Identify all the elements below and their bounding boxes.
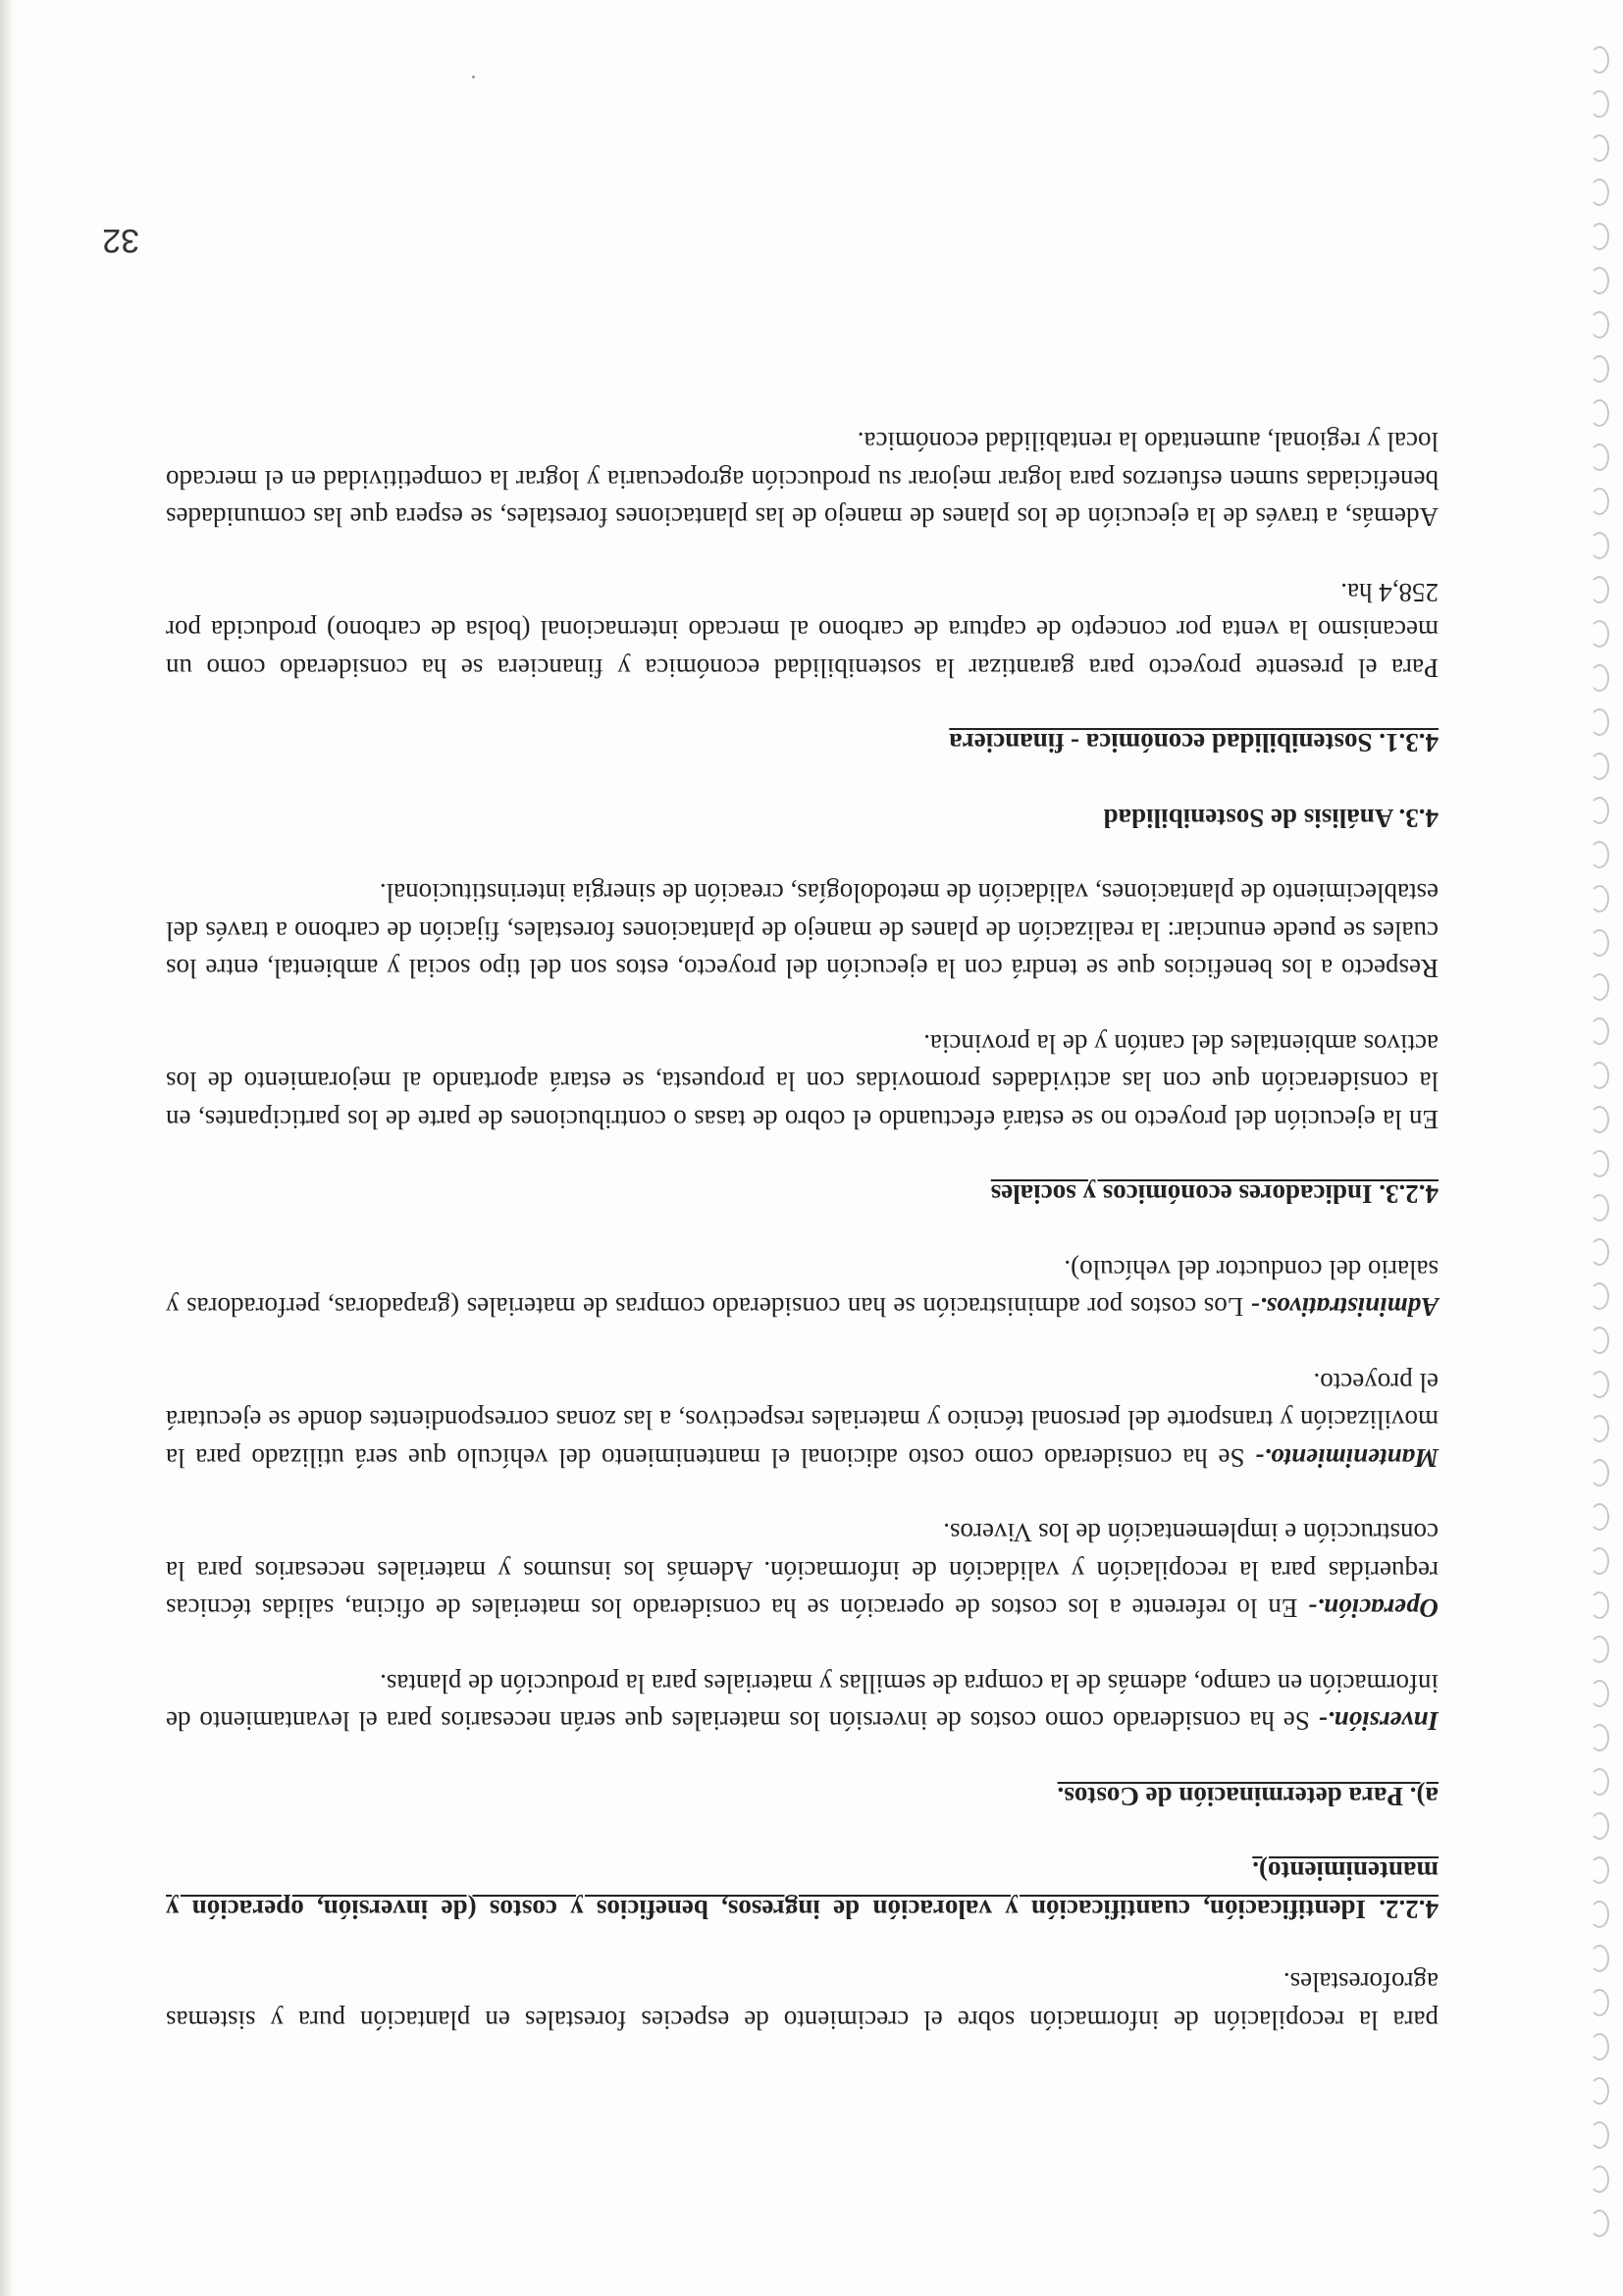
binding-ring bbox=[1590, 488, 1609, 515]
paragraph-mantenimiento bbox=[166, 1364, 1439, 1478]
binding-ring bbox=[1590, 90, 1609, 118]
binding-ring bbox=[1590, 2077, 1609, 2105]
binding-ring bbox=[1590, 1062, 1609, 1089]
binding-ring bbox=[1590, 1150, 1609, 1177]
paragraph-operacion bbox=[166, 1514, 1439, 1628]
binding-ring bbox=[1590, 46, 1609, 74]
paragraph-sostenibilidad-1: Para el presente proyecto para garantizar la sostenibilidad económica y financiera se ha considerado como un mecanismo la venta por concepto de captura de carbono al mercado internacional (bolsa de carbono) producida por 258,4 ha. bbox=[166, 578, 1439, 683]
binding-ring bbox=[1590, 1724, 1609, 1751]
binding-ring bbox=[1590, 399, 1609, 427]
binding-ring bbox=[1590, 973, 1609, 1001]
heading-4-3-1-text: 4.3.1. Sostenibilidad económica - financiera bbox=[949, 728, 1439, 758]
document-body bbox=[166, 386, 1439, 2039]
binding-ring bbox=[1590, 532, 1609, 559]
binding-ring bbox=[1590, 1371, 1609, 1398]
heading-a-costos-text: a). Para determinación de Costos. bbox=[1057, 1782, 1439, 1811]
paragraph-indicadores-2: Respecto a los beneficios que se tendrá con la ejecución del proyecto, estos son del tipo social y ambiental, entre los cuales se puede enunciar: la realización de planes de manejo de plantaciones forestales, fijación de carbono a través del establecimiento de plantaciones, validación de metodologías, creación de sinergia interinstitucional. bbox=[166, 878, 1439, 984]
binding-ring bbox=[1590, 1282, 1609, 1310]
binding-ring bbox=[1590, 2166, 1609, 2193]
binding-ring bbox=[1590, 311, 1609, 339]
binding-ring bbox=[1590, 179, 1609, 206]
binding-ring bbox=[1590, 1459, 1609, 1487]
binding-ring bbox=[1590, 1901, 1609, 1928]
heading-4-3-1 bbox=[166, 724, 1439, 762]
binding-ring bbox=[1590, 267, 1609, 294]
term-administrativos: Administrativos.- bbox=[1250, 1292, 1439, 1323]
binding-ring bbox=[1590, 797, 1609, 824]
binding-ring bbox=[1590, 1812, 1609, 1840]
term-inversion: Inversión.- bbox=[1318, 1706, 1439, 1737]
heading-4-2-2-text: 4.2.2. Identificación, cuantificación y valoración de ingresos, beneficios y costos (de inversión, operación y mantenimiento). bbox=[166, 1856, 1439, 1924]
heading-a-costos bbox=[166, 1778, 1439, 1816]
scan-speck bbox=[472, 76, 475, 78]
binding-ring bbox=[1590, 1636, 1609, 1663]
paragraph-indicadores-1: En la ejecución del proyecto no se estará efectuando el cobro de tasas o contribuciones de parte de los participantes, en la consideración que con las actividades promovidas con la propuesta, se estará aportando al mejoramiento de los activos ambientales del cantón y de la provincia. bbox=[166, 1029, 1439, 1134]
heading-4-2-3-text: 4.2.3. Indicadores económicos y sociales bbox=[990, 1179, 1439, 1210]
page-number: 32 bbox=[102, 222, 139, 259]
text-inversion: Se ha considerado como costos de inversión los materiales que serán necesarios para el levantamiento de información en campo, además de la compra de semillas y materiales para la producción de plantas. bbox=[166, 1669, 1439, 1737]
binding-ring bbox=[1590, 576, 1609, 603]
binding-ring bbox=[1590, 1945, 1609, 1972]
binding-ring bbox=[1590, 1592, 1609, 1619]
binding-ring bbox=[1590, 708, 1609, 736]
binding-ring bbox=[1590, 1238, 1609, 1266]
binding-ring bbox=[1590, 134, 1609, 162]
binding-ring bbox=[1590, 1194, 1609, 1222]
binding-ring bbox=[1590, 2210, 1609, 2237]
binding-ring bbox=[1590, 1415, 1609, 1442]
binding-ring bbox=[1590, 1018, 1609, 1045]
binding-ring bbox=[1590, 753, 1609, 780]
binding-ring bbox=[1590, 355, 1609, 383]
binding-ring bbox=[1590, 929, 1609, 957]
binding-ring bbox=[1590, 223, 1609, 250]
binding-ring bbox=[1590, 1547, 1609, 1575]
text-mantenimiento: Se ha considerado como costo adicional el mantenimiento del vehículo que será utilizado para la movilización y transporte del personal técnico y materiales respectivos, a las zonas correspondientes donde se ejecutará el proyecto. bbox=[166, 1368, 1439, 1473]
binding-ring bbox=[1590, 1503, 1609, 1531]
binding-rings bbox=[1576, 29, 1615, 2237]
binding-ring bbox=[1590, 1106, 1609, 1133]
binding-ring bbox=[1590, 885, 1609, 913]
binding-ring bbox=[1590, 2121, 1609, 2149]
binding-ring bbox=[1590, 664, 1609, 692]
binding-ring bbox=[1590, 1856, 1609, 1884]
paragraph-sostenibilidad-2: Además, a través de la ejecución de los planes de manejo de las plantaciones forestales, se espera que las comunidades beneficiadas sumen esfuerzos para lograr mejorar su producción agropecuaria y lograr la competitividad en el mercado local y regional, aumentado la rentabilidad económica. bbox=[166, 427, 1439, 533]
binding-ring bbox=[1590, 1989, 1609, 2016]
heading-4-2-3 bbox=[166, 1175, 1439, 1214]
paragraph-intro-continuation: para la recopilación de información sobre el crecimiento de especies forestales en plantación pura y sistemas agroforestales. bbox=[166, 1967, 1439, 2035]
binding-ring bbox=[1590, 841, 1609, 868]
heading-4-3: 4.3. Análisis de Sostenibilidad bbox=[1103, 804, 1439, 833]
paragraph-administrativos bbox=[166, 1251, 1439, 1327]
paragraph-inversion bbox=[166, 1665, 1439, 1741]
binding-ring bbox=[1590, 444, 1609, 471]
binding-ring bbox=[1590, 1327, 1609, 1354]
binding-ring bbox=[1590, 620, 1609, 648]
binding-ring bbox=[1590, 1768, 1609, 1796]
heading-4-2-2 bbox=[166, 1852, 1439, 1928]
text-administrativos: Los costos por administración se han considerado compras de materiales (grapadoras, perforadoras y salario del conductor del vehículo). bbox=[166, 1255, 1439, 1323]
binding-ring bbox=[1590, 2033, 1609, 2061]
binding-ring bbox=[1590, 1680, 1609, 1707]
term-operacion: Operación.- bbox=[1308, 1593, 1439, 1624]
text-operacion: En lo referente a los costos de operación se ha considerado los materiales de oficina, salidas técnicas requeridas para la recopilación y validación de información. Además los insumos y materiales necesarios para la construcción e implementación de los Viveros. bbox=[166, 1518, 1439, 1624]
term-mantenimiento: Mantenimiento.- bbox=[1255, 1443, 1439, 1473]
